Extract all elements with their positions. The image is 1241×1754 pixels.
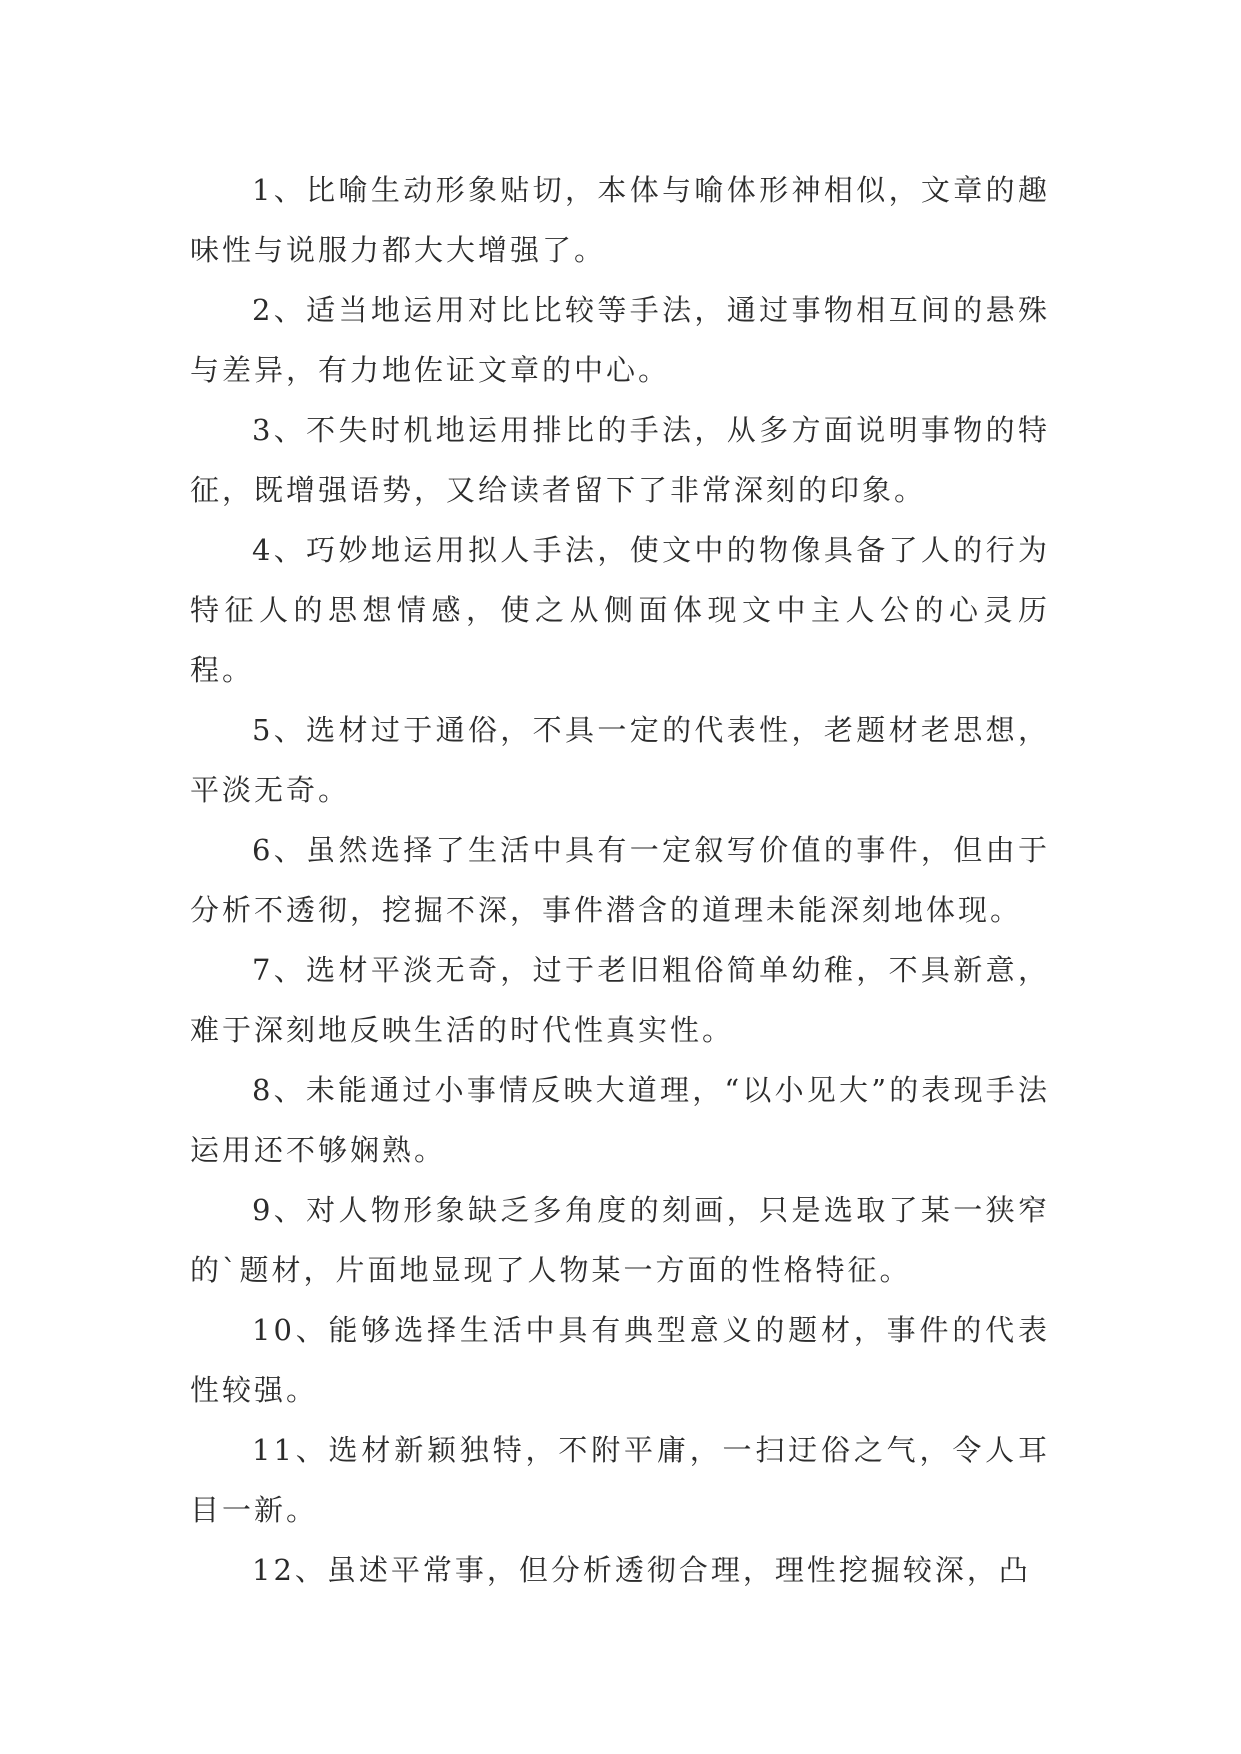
- paragraph-6: 6、虽然选择了生活中具有一定叙写价值的事件，但由于分析不透彻，挖掘不深，事件潜含的道理未能深刻地体现。: [190, 833, 1050, 927]
- paragraph-11: 11、选材新颖独特，不附平庸，一扫迂俗之气，令人耳目一新。: [190, 1433, 1050, 1527]
- paragraph-1: 1、比喻生动形象贴切，本体与喻体形神相似，文章的趣味性与说服力都大大增强了。: [190, 173, 1050, 267]
- paragraph-8: 8、未能通过小事情反映大道理，“以小见大”的表现手法运用还不够娴熟。: [190, 1073, 1050, 1167]
- paragraph-2: 2、适当地运用对比比较等手法，通过事物相互间的悬殊与差异，有力地佐证文章的中心。: [190, 293, 1050, 387]
- document-body: [190, 160, 1050, 1600]
- paragraph-12: 12、虽述平常事，但分析透彻合理，理性挖掘较深，凸: [252, 1553, 1031, 1587]
- paragraph-9: 9、对人物形象缺乏多角度的刻画，只是选取了某一狭窄的`题材，片面地显现了人物某一方面的性格特征。: [190, 1193, 1050, 1287]
- paragraph-5: 5、选材过于通俗，不具一定的代表性，老题材老思想，平淡无奇。: [190, 713, 1050, 807]
- paragraph-7: 7、选材平淡无奇，过于老旧粗俗简单幼稚，不具新意，难于深刻地反映生活的时代性真实性。: [190, 953, 1050, 1047]
- paragraph-4: 4、巧妙地运用拟人手法，使文中的物像具备了人的行为特征人的思想情感，使之从侧面体现文中主人公的心灵历程。: [190, 533, 1050, 687]
- paragraph-10: 10、能够选择生活中具有典型意义的题材，事件的代表性较强。: [190, 1313, 1050, 1407]
- paragraph-3: 3、不失时机地运用排比的手法，从多方面说明事物的特征，既增强语势，又给读者留下了非常深刻的印象。: [190, 413, 1050, 507]
